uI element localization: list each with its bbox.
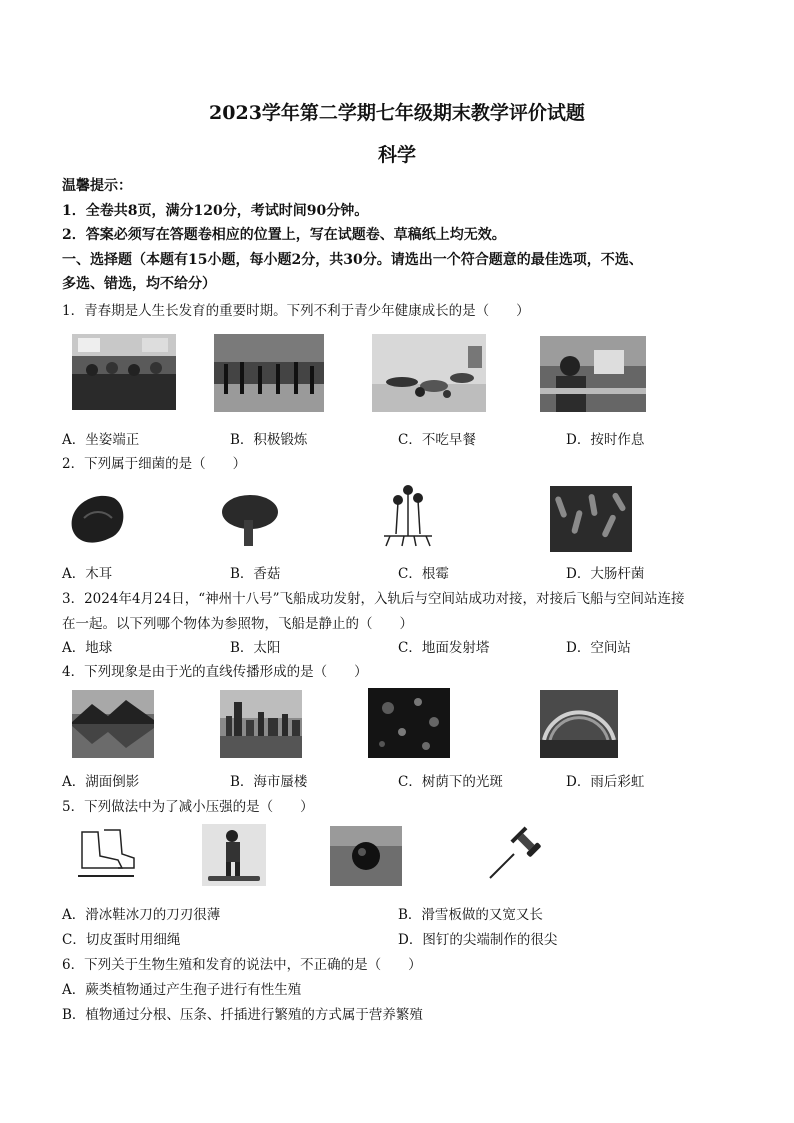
q3-option-a[interactable]: A．地球 — [62, 640, 113, 656]
tips-heading: 温馨提示： — [62, 178, 132, 194]
shiitake-photo — [214, 490, 282, 552]
question-6-stem: 6．下列关于生物生殖和发育的说法中，不正确的是（ ） — [62, 957, 422, 973]
q5-option-b[interactable]: B．滑雪板做的又宽又长 — [398, 907, 543, 923]
ice-skate-drawing — [74, 826, 138, 884]
question-4-stem: 4．下列现象是由于光的直线传播形成的是（ ） — [62, 664, 368, 680]
q2-option-d[interactable]: D．大肠杆菌 — [566, 566, 645, 582]
q3-option-b[interactable]: B．太阳 — [230, 640, 281, 656]
exam-title: 2023学年第二学期七年级期末教学评价试题 — [209, 102, 585, 124]
q1-option-b[interactable]: B．积极锻炼 — [230, 432, 308, 448]
mirage-photo — [220, 690, 302, 758]
question-2-stem: 2．下列属于细菌的是（ ） — [62, 456, 247, 472]
egg-cutting-photo — [330, 826, 402, 886]
q5-option-d[interactable]: D．图钉的尖端制作的很尖 — [398, 932, 558, 948]
section-heading-line1: 一、选择题（本题有15小题，每小题2分，共30分。请选出一个符合题意的最佳选项，不选、 — [62, 252, 643, 268]
question-1-stem: 1．青春期是人生长发育的重要时期。下列不利于青少年健康成长的是（ ） — [62, 303, 530, 319]
tip-item-1: 1．全卷共8页，满分120分，考试时间90分钟。 — [62, 203, 369, 219]
q5-option-c[interactable]: C．切皮蛋时用细绳 — [62, 932, 181, 948]
rhizopus-drawing — [380, 484, 436, 550]
q1-option-a[interactable]: A．坐姿端正 — [62, 432, 140, 448]
q5-option-a[interactable]: A．滑冰鞋冰刀的刀刃很薄 — [62, 907, 221, 923]
sitting-posture-photo — [72, 334, 176, 410]
question-5-stem: 5．下列做法中为了减小压强的是（ ） — [62, 799, 314, 815]
routine-photo — [540, 336, 646, 412]
q6-option-b[interactable]: B．植物通过分根、压条、扦插进行繁殖的方式属于营养繁殖 — [62, 1007, 423, 1023]
wood-ear-photo — [64, 488, 130, 550]
thumbtack-drawing — [484, 826, 546, 882]
q3-option-d[interactable]: D．空间站 — [566, 640, 631, 656]
rainbow-photo — [540, 690, 618, 758]
q4-option-c[interactable]: C．树荫下的光斑 — [398, 774, 503, 790]
lake-reflection-photo — [72, 690, 154, 758]
skip-breakfast-photo — [372, 334, 486, 412]
q2-option-b[interactable]: B．香菇 — [230, 566, 281, 582]
q2-option-c[interactable]: C．根霉 — [398, 566, 449, 582]
question-3-stem-line2: 在一起。以下列哪个物体为参照物，飞船是静止的（ ） — [62, 616, 413, 632]
q4-option-b[interactable]: B．海市蜃楼 — [230, 774, 308, 790]
snowboard-photo — [202, 824, 266, 886]
light-spots-photo — [368, 688, 450, 758]
subject-title: 科学 — [377, 144, 416, 166]
section-heading-line2: 多选、错选，均不给分） — [62, 276, 216, 292]
e-coli-photo — [550, 486, 632, 552]
q3-option-c[interactable]: C．地面发射塔 — [398, 640, 490, 656]
question-3-stem-line1: 3．2024年4月24日，“神州十八号”飞船成功发射，入轨后与空间站成功对接，对接后飞船与空间站连接 — [62, 591, 685, 607]
q2-option-a[interactable]: A．木耳 — [62, 566, 113, 582]
q6-option-a[interactable]: A．蕨类植物通过产生孢子进行有性生殖 — [62, 982, 302, 998]
q1-option-c[interactable]: C．不吃早餐 — [398, 432, 476, 448]
q1-option-d[interactable]: D．按时作息 — [566, 432, 645, 448]
q4-option-d[interactable]: D．雨后彩虹 — [566, 774, 645, 790]
q4-option-a[interactable]: A．湖面倒影 — [62, 774, 140, 790]
exercise-photo — [214, 334, 324, 412]
tip-item-2: 2．答案必须写在答题卷相应的位置上，写在试题卷、草稿纸上均无效。 — [62, 227, 506, 243]
